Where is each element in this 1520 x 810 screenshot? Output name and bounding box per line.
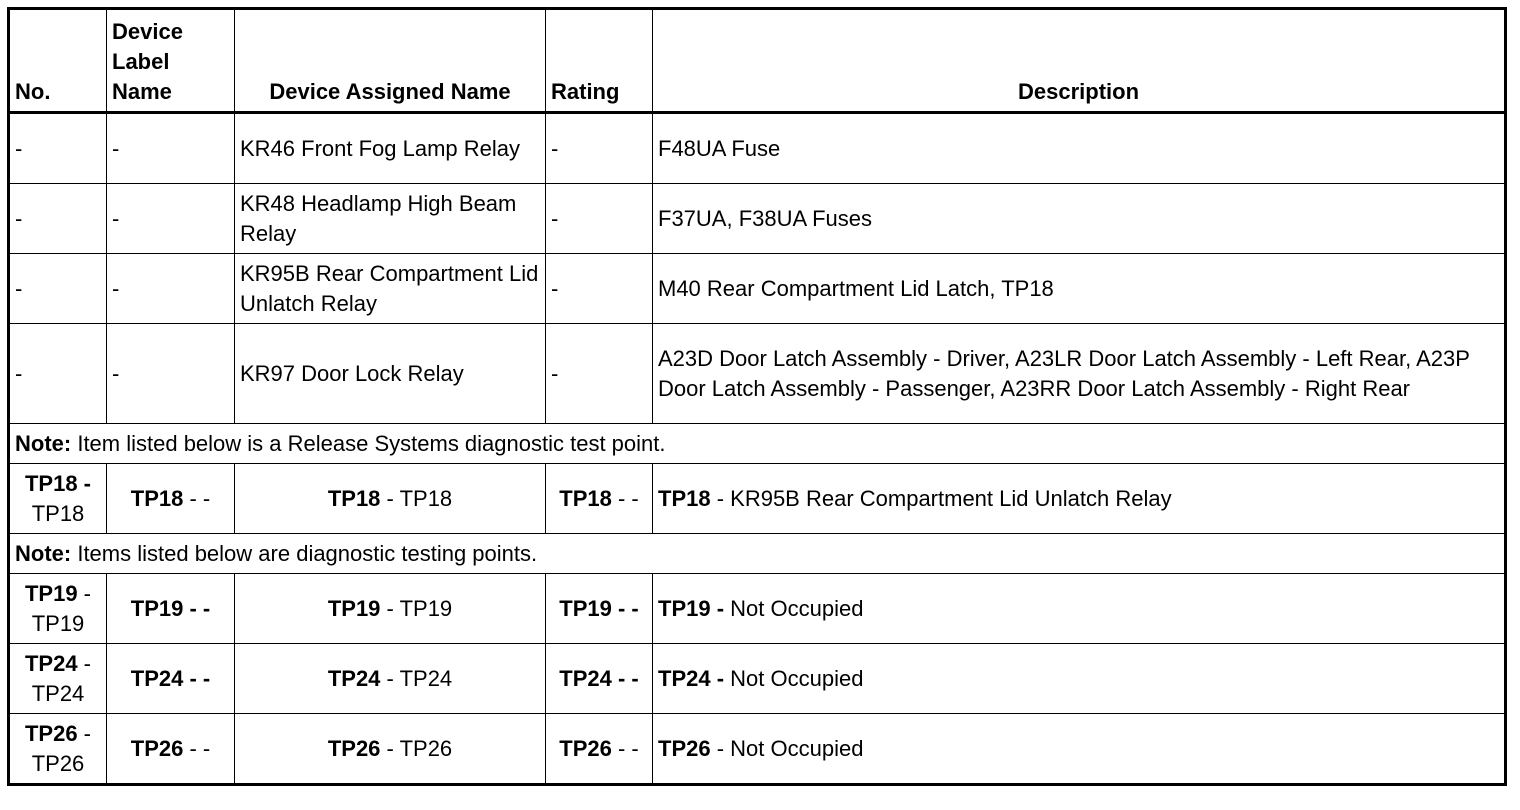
- table-row-tp24: [9, 644, 1506, 714]
- cell-rating: [546, 714, 653, 785]
- table-row: [9, 254, 1506, 324]
- cell-label-rest: - -: [183, 735, 211, 761]
- note-text: Item listed below is a Release Systems diagnostic test point.: [71, 430, 666, 456]
- table-row: [9, 184, 1506, 254]
- cell-rating: -: [546, 113, 653, 184]
- cell-rating-bold: TP26: [559, 735, 612, 761]
- cell-rating-bold: TP24 - -: [559, 665, 639, 691]
- cell-no-bold: TP24: [24, 650, 78, 676]
- cell-assigned: KR95B Rear Compartment Lid Unlatch Relay: [235, 254, 546, 324]
- cell-label: -: [107, 113, 235, 184]
- cell-no: -: [9, 113, 107, 184]
- table-row: [9, 324, 1506, 424]
- cell-assigned-rest: - TP18: [380, 485, 453, 511]
- cell-label: [107, 714, 235, 785]
- table-row-tp18: [9, 464, 1506, 534]
- cell-no-rest: TP18: [31, 500, 85, 526]
- cell-rating: [546, 464, 653, 534]
- header-device-label-name: [107, 9, 235, 113]
- cell-assigned-bold: TP19: [327, 595, 381, 621]
- cell-assigned: KR46 Front Fog Lamp Relay: [235, 113, 546, 184]
- cell-no: [9, 644, 107, 714]
- cell-rating-bold: TP19 - -: [559, 595, 639, 621]
- cell-desc-bold: TP24 -: [658, 665, 725, 691]
- cell-assigned-rest: - TP26: [380, 735, 453, 761]
- cell-rating: [546, 574, 653, 644]
- note-row: [9, 424, 1506, 464]
- header-no: No.: [9, 9, 107, 113]
- cell-rating-rest: - -: [611, 735, 639, 761]
- cell-label-bold: TP24 - -: [130, 665, 211, 691]
- cell-no-rest: - TP19: [31, 580, 92, 636]
- cell-label: [107, 464, 235, 534]
- note-text: Items listed below are diagnostic testing points.: [71, 540, 538, 566]
- cell-description: [653, 574, 1506, 644]
- cell-description: F48UA Fuse: [653, 113, 1506, 184]
- cell-desc-rest: - Not Occupied: [710, 735, 864, 761]
- table-header-row: [9, 9, 1506, 113]
- cell-label-bold: TP19 - -: [130, 595, 211, 621]
- note-label: Note:: [15, 430, 72, 456]
- note-release-systems: [9, 424, 1506, 464]
- cell-label: [107, 644, 235, 714]
- cell-label-rest: - -: [183, 485, 211, 511]
- cell-description: A23D Door Latch Assembly - Driver, A23LR Door Latch Assembly - Left Rear, A23P Door Latch Assembly - Passenger, A23RR Door Latch Assembly - Right Rear: [653, 324, 1506, 424]
- table-row: [9, 113, 1506, 184]
- cell-desc-bold: TP19 -: [658, 595, 725, 621]
- cell-description: [653, 464, 1506, 534]
- note-label: Note:: [15, 540, 72, 566]
- cell-rating: [546, 644, 653, 714]
- cell-no-rest: - TP24: [31, 650, 92, 706]
- cell-description: M40 Rear Compartment Lid Latch, TP18: [653, 254, 1506, 324]
- cell-assigned: [235, 644, 546, 714]
- header-label-line1: Device: [112, 19, 183, 44]
- cell-assigned: KR48 Headlamp High Beam Relay: [235, 184, 546, 254]
- cell-no: -: [9, 254, 107, 324]
- cell-assigned-bold: TP24: [327, 665, 381, 691]
- header-rating: Rating: [546, 9, 653, 113]
- cell-description: [653, 644, 1506, 714]
- header-description: Description: [653, 9, 1506, 113]
- cell-assigned: [235, 464, 546, 534]
- table-row-tp26: [9, 714, 1506, 785]
- cell-description: [653, 714, 1506, 785]
- cell-no: [9, 574, 107, 644]
- cell-label-bold: TP18: [130, 485, 184, 511]
- cell-description: F37UA, F38UA Fuses: [653, 184, 1506, 254]
- cell-desc-bold: TP18: [658, 485, 711, 511]
- fuse-relay-table: [7, 7, 1507, 786]
- cell-no: -: [9, 324, 107, 424]
- cell-rating: -: [546, 254, 653, 324]
- cell-desc-rest: Not Occupied: [724, 665, 864, 691]
- cell-desc-rest: Not Occupied: [724, 595, 864, 621]
- cell-rating: -: [546, 184, 653, 254]
- cell-rating-bold: TP18: [559, 485, 612, 511]
- header-device-assigned-name: Device Assigned Name: [235, 9, 546, 113]
- cell-assigned-rest: - TP19: [380, 595, 453, 621]
- cell-label: -: [107, 184, 235, 254]
- cell-no: [9, 714, 107, 785]
- cell-rating-rest: - -: [611, 485, 639, 511]
- cell-assigned-rest: - TP24: [380, 665, 453, 691]
- cell-no: -: [9, 184, 107, 254]
- header-label-line2: Label: [112, 49, 170, 74]
- table-row-tp19: [9, 574, 1506, 644]
- header-label-line3: Name: [112, 79, 172, 104]
- note-diagnostic-points: [9, 534, 1506, 574]
- cell-no: [9, 464, 107, 534]
- cell-desc-bold: TP26: [658, 735, 711, 761]
- note-row: [9, 534, 1506, 574]
- cell-assigned: [235, 714, 546, 785]
- cell-assigned-bold: TP26: [327, 735, 381, 761]
- cell-no-bold: TP26: [24, 720, 78, 746]
- cell-no-rest: - TP26: [31, 720, 92, 776]
- cell-label: -: [107, 324, 235, 424]
- cell-assigned: KR97 Door Lock Relay: [235, 324, 546, 424]
- cell-assigned-bold: TP18: [327, 485, 381, 511]
- cell-assigned: [235, 574, 546, 644]
- cell-label: -: [107, 254, 235, 324]
- cell-label-bold: TP26: [130, 735, 184, 761]
- cell-no-bold: TP18 -: [24, 470, 92, 496]
- cell-no-bold: TP19: [24, 580, 78, 606]
- cell-rating: -: [546, 324, 653, 424]
- cell-label: [107, 574, 235, 644]
- cell-desc-rest: - KR95B Rear Compartment Lid Unlatch Relay: [710, 485, 1172, 511]
